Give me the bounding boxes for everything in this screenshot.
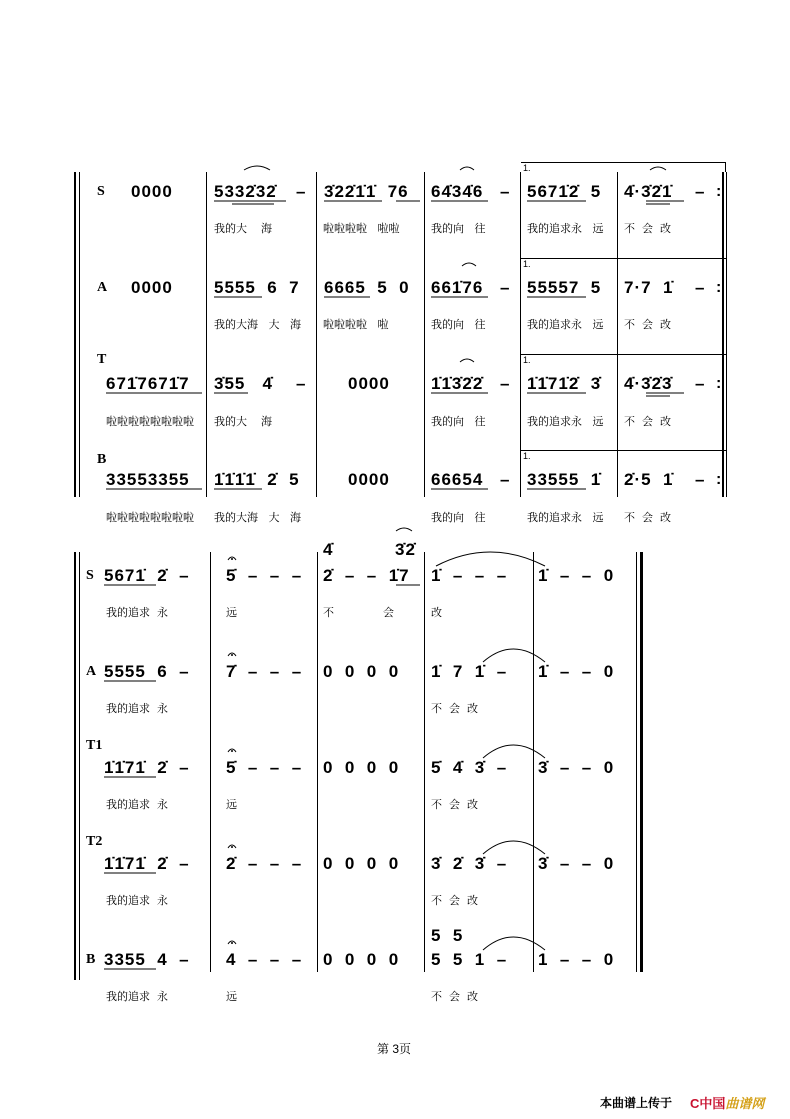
- notes-measure: 0000: [348, 470, 390, 489]
- repeat-dots: :: [716, 375, 722, 392]
- voice-label: T: [97, 352, 107, 367]
- notes-measure: 4 – – –: [226, 950, 303, 969]
- notes-measure: 6665 5 0: [324, 278, 410, 297]
- volta-label: 1.: [523, 259, 531, 269]
- lyric: 我的追求 永: [106, 702, 168, 715]
- notes-measure: 0 0 0 0: [323, 854, 400, 873]
- fermata-dot: [231, 846, 233, 848]
- footer-text: 本曲谱上传于: [600, 1096, 673, 1110]
- lyric: 啦啦啦啦 啦: [323, 318, 389, 331]
- notes-intro: 0000: [131, 182, 173, 201]
- slur: [436, 552, 545, 566]
- voice-label: T1: [86, 738, 103, 753]
- notes-measure: 661̇76: [431, 278, 484, 297]
- lyric: 改: [431, 606, 442, 619]
- notes-intro: 33553355: [106, 470, 190, 489]
- lyric: 我的追求永 远: [527, 415, 604, 428]
- notes-measure: 3̇22̇1̇1̇ 76: [324, 182, 409, 201]
- notes-measure: 2̇·5 1̇: [624, 470, 674, 489]
- dash: –: [695, 374, 706, 393]
- lyric: 不 会: [323, 606, 394, 619]
- slur: [483, 745, 545, 758]
- notes-measure: 1̇1̇71̇ 2̇ –: [104, 854, 190, 873]
- dash: –: [695, 470, 706, 489]
- dash: –: [500, 374, 511, 393]
- notes-measure: 1̇1̇71̇ 2̇ –: [104, 758, 190, 777]
- notes-measure: 4̇·3̇2̇3̇: [624, 374, 673, 393]
- lyric: 我的追求永 远: [527, 222, 604, 235]
- dash: –: [695, 182, 706, 201]
- notes-measure: 5671̇2̇ 5: [527, 182, 602, 201]
- repeat-dots: :: [716, 183, 722, 200]
- notes-measure: 3355 4 –: [104, 950, 190, 969]
- dash: –: [500, 470, 511, 489]
- voice-label: S: [97, 184, 105, 199]
- lyric: 我的大海 大 海: [214, 511, 301, 524]
- voice-label: S: [86, 568, 94, 583]
- notes-intro: 671̇7671̇7: [106, 374, 190, 393]
- lyric: 不 会 改: [431, 798, 478, 811]
- notes-measure: 3̇ – – 0: [538, 758, 615, 777]
- notes-measure: 0 0 0 0: [323, 950, 400, 969]
- notes-measure: 2̇ – – 1̇7: [323, 566, 410, 585]
- notes-measure: 3̇55 4̇: [214, 374, 273, 393]
- chord-upper: 5 5: [431, 926, 464, 945]
- voice-label: A: [86, 664, 97, 679]
- lyric: 我的追求 永: [106, 606, 168, 619]
- lyric: 我的向 往: [431, 415, 486, 428]
- notes-measure: 0000: [348, 374, 390, 393]
- voice-label: T2: [86, 834, 103, 849]
- logo-mark-icon: C: [690, 1096, 700, 1111]
- notes-measure: 5555 6 7: [214, 278, 300, 297]
- slur: [650, 167, 666, 170]
- slur: [396, 528, 412, 531]
- dash: –: [296, 374, 307, 393]
- lyric: 我的追求 永: [106, 894, 168, 907]
- notes-measure: 5332̇32̇: [214, 182, 277, 201]
- voice-label: B: [86, 952, 96, 967]
- notes-measure: 5671̇ 2̇ –: [104, 566, 190, 585]
- notes-measure: 66654: [431, 470, 484, 489]
- fermata-dot: [231, 558, 233, 560]
- dash: –: [695, 278, 706, 297]
- notes-measure: 1̇ – – 0: [538, 662, 615, 681]
- grace-note: 3̇2̇: [395, 540, 416, 559]
- notes-measure: 1̇ – – 0: [538, 566, 615, 585]
- notes-measure: 7·7 1̇: [624, 278, 674, 297]
- notes-measure: 1̇1̇71̇2̇ 3̇: [527, 374, 602, 393]
- notes-measure: 5̇ 4̇ 3̇ –: [431, 758, 508, 777]
- lyric: 不 会 改: [624, 222, 671, 235]
- slur: [483, 937, 545, 950]
- lyric: 我的追求 永: [106, 990, 168, 1003]
- fermata-dot: [231, 654, 233, 656]
- notes-measure: 5̇ – – –: [226, 566, 303, 585]
- lyric: 不 会 改: [624, 318, 671, 331]
- lyric: 我的大海 大 海: [214, 318, 301, 331]
- volta-label: 1.: [523, 451, 531, 461]
- volta-label: 1.: [523, 163, 531, 173]
- lyric: 远: [226, 798, 237, 811]
- site-logo[interactable]: [690, 1093, 764, 1112]
- dash: –: [500, 278, 511, 297]
- notes-measure: 3̇ 2̇ 3̇ –: [431, 854, 508, 873]
- fermata-dot: [231, 942, 233, 944]
- lyric: 我的向 往: [431, 511, 486, 524]
- slur: [244, 166, 270, 170]
- notes-measure: 5555 6 –: [104, 662, 190, 681]
- notes-measure: 5 5 1 –: [431, 950, 508, 969]
- notes-measure: 0 0 0 0: [323, 662, 400, 681]
- notes-measure: 1̇ 7 1̇ –: [431, 662, 508, 681]
- lyric: 我的追求永 远: [527, 318, 604, 331]
- lyric: 啦啦啦啦啦啦啦啦: [106, 415, 194, 428]
- notes-measure: 1̇1̇1̇1̇ 2̇ 5: [214, 470, 300, 489]
- repeat-dots: :: [716, 471, 722, 488]
- notes-measure: 1̇ – – –: [431, 566, 508, 585]
- notes-measure: 4̇·3̇2̇1̇: [624, 182, 673, 201]
- dash: –: [296, 182, 307, 201]
- notes-measure: 33555 1̇: [527, 470, 602, 489]
- page-number: 第 3页: [377, 1042, 412, 1056]
- lyric: 我的向 往: [431, 318, 486, 331]
- lyric: 不 会 改: [431, 990, 478, 1003]
- lyric: 不 会 改: [431, 894, 478, 907]
- fermata-dot: [231, 750, 233, 752]
- slur: [460, 359, 474, 362]
- lyric: 不 会 改: [431, 702, 478, 715]
- notes-measure: 2̇ – – –: [226, 854, 303, 873]
- lyric: 我的大 海: [214, 222, 272, 235]
- notes-measure: 0 0 0 0: [323, 758, 400, 777]
- notes-measure: 5̇ – – –: [226, 758, 303, 777]
- notes-measure: 7̇ – – –: [226, 662, 303, 681]
- grace-note: 4̇: [323, 540, 334, 559]
- notes-measure: 1̇1̇3̇2̇2̇: [431, 374, 484, 393]
- notes-measure: 1 – – 0: [538, 950, 615, 969]
- lyric: 我的向 往: [431, 222, 486, 235]
- slur: [483, 841, 545, 854]
- lyric: 不 会 改: [624, 415, 671, 428]
- voice-label: B: [97, 452, 107, 467]
- logo-text-gold: 曲谱网: [725, 1096, 765, 1111]
- notes-measure: 3̇ – – 0: [538, 854, 615, 873]
- lyric: 我的追求 永: [106, 798, 168, 811]
- repeat-dots: :: [716, 279, 722, 296]
- lyric: 啦啦啦啦 啦啦: [323, 222, 400, 235]
- dash: –: [500, 182, 511, 201]
- notes-intro: 0000: [131, 278, 173, 297]
- logo-text-red: 中国: [699, 1096, 726, 1111]
- notes-measure: 64̇34̇6: [431, 182, 484, 201]
- lyric: 我的大 海: [214, 415, 272, 428]
- slur: [462, 263, 476, 266]
- lyric: 远: [226, 606, 237, 619]
- slur: [460, 167, 474, 170]
- lyric: 我的追求永 远: [527, 511, 604, 524]
- lyric: 远: [226, 990, 237, 1003]
- volta-label: 1.: [523, 355, 531, 365]
- slur: [483, 649, 545, 662]
- lyric: 不 会 改: [624, 511, 671, 524]
- lyric: 啦啦啦啦啦啦啦啦: [106, 511, 194, 524]
- notes-measure: 55557 5: [527, 278, 602, 297]
- voice-label: A: [97, 280, 108, 295]
